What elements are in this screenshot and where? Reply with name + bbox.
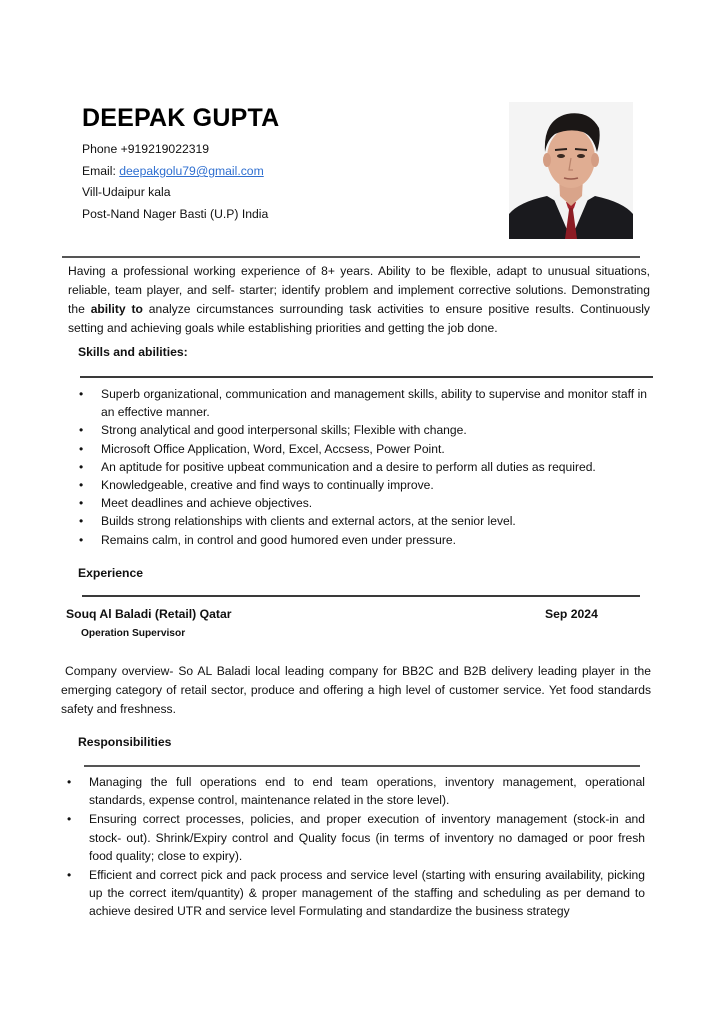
skills-heading: Skills and abilities: bbox=[78, 345, 188, 359]
summary-text-2: analyze circumstances surrounding task activities to ensure positive results. Continuously setting and achieving goals while establishing priorities and getting the job done. bbox=[68, 302, 650, 335]
profile-photo bbox=[509, 102, 633, 239]
bullet-icon: • bbox=[79, 387, 84, 401]
responsibility-item: • Efficient and correct pick and pack process and service level (starting with ensuring availability, picking up the correct item/quantity) & proper management of the staffing and scheduling as per demand to achieve desired UTR and service level Formulating and standardize the business strategy bbox=[67, 868, 645, 919]
skill-item: • Superb organizational, communication and management skills, ability to supervise and monitor staff in an effective manner. bbox=[79, 387, 647, 420]
bullet-icon: • bbox=[79, 459, 84, 474]
responsibility-item: • Managing the full operations end to end team operations, inventory management, operational standards, expense control, maintenance related in the store level). bbox=[67, 775, 645, 808]
bullet-icon: • bbox=[79, 496, 84, 511]
summary-bold-text: ability to bbox=[90, 302, 143, 316]
skill-item: • Strong analytical and good interpersonal skills; Flexible with change. bbox=[101, 421, 647, 439]
address-line-1: Vill-Udaipur kala bbox=[82, 185, 171, 199]
person-portrait-icon bbox=[509, 102, 633, 239]
skill-item: • Builds strong relationships with clients and external actors, at the senior level. bbox=[101, 512, 647, 530]
employment-date: Sep 2024 bbox=[545, 607, 598, 621]
email-link[interactable]: deepakgolu79@gmail.com bbox=[119, 164, 264, 178]
skill-item: • Remains calm, in control and good humored even under pressure. bbox=[101, 531, 647, 549]
skill-item: • Microsoft Office Application, Word, Excel, Accsess, Power Point. bbox=[101, 440, 647, 458]
email-line bbox=[82, 164, 264, 178]
phone-number: Phone +919219022319 bbox=[82, 142, 210, 156]
skill-item: • An aptitude for positive upbeat communication and a desire to perform all duties as required. bbox=[101, 458, 647, 476]
bullet-icon: • bbox=[79, 478, 84, 493]
skill-item: • Knowledgeable, creative and find ways to continually improve. bbox=[101, 476, 647, 494]
skill-item: • Meet deadlines and achieve objectives. bbox=[101, 494, 647, 512]
responsibilities-divider bbox=[84, 765, 640, 767]
bullet-icon: • bbox=[79, 532, 84, 547]
job-title: Operation Supervisor bbox=[81, 628, 186, 639]
summary-text-1: Having a professional working experience of 8+ years. Ability to be flexible, adapt to unusual situations, reliable, team player, and self- starter; identify problem and implement corrective solutions. Demonstrating the bbox=[68, 264, 650, 316]
bullet-icon: • bbox=[79, 441, 84, 456]
header-divider bbox=[62, 256, 640, 258]
address-line-2: Post-Nand Nager Basti (U.P) India bbox=[82, 207, 269, 221]
bullet-icon: • bbox=[67, 812, 72, 827]
bullet-icon: • bbox=[67, 775, 72, 789]
bullet-icon: • bbox=[67, 868, 72, 883]
company-overview: Company overview- So AL Baladi local leading company for BB2C and B2B delivery leading player in the emerging category of retail sector, produce and offering a high level of customer service. Yet food standards safety and freshness. bbox=[61, 664, 651, 716]
responsibilities-heading: Responsibilities bbox=[78, 735, 172, 749]
company-name: Souq Al Baladi (Retail) Qatar bbox=[66, 607, 232, 621]
candidate-name: DEEPAK GUPTA bbox=[82, 104, 280, 132]
bullet-icon: • bbox=[79, 423, 84, 438]
experience-divider bbox=[82, 595, 640, 597]
bullet-icon: • bbox=[79, 514, 84, 529]
email-label: Email: bbox=[82, 164, 120, 178]
responsibilities-list bbox=[67, 773, 645, 921]
experience-heading: Experience bbox=[78, 566, 144, 580]
skills-divider bbox=[80, 376, 653, 378]
professional-summary bbox=[68, 262, 650, 338]
skills-list bbox=[79, 385, 647, 549]
responsibility-item: • Ensuring correct processes, policies, and proper execution of inventory management (stock-in and stock- out). Shrink/Expiry control and Quality focus (in terms of inventory no damaged or poor fresh food quality; close to expiry). bbox=[67, 812, 645, 863]
